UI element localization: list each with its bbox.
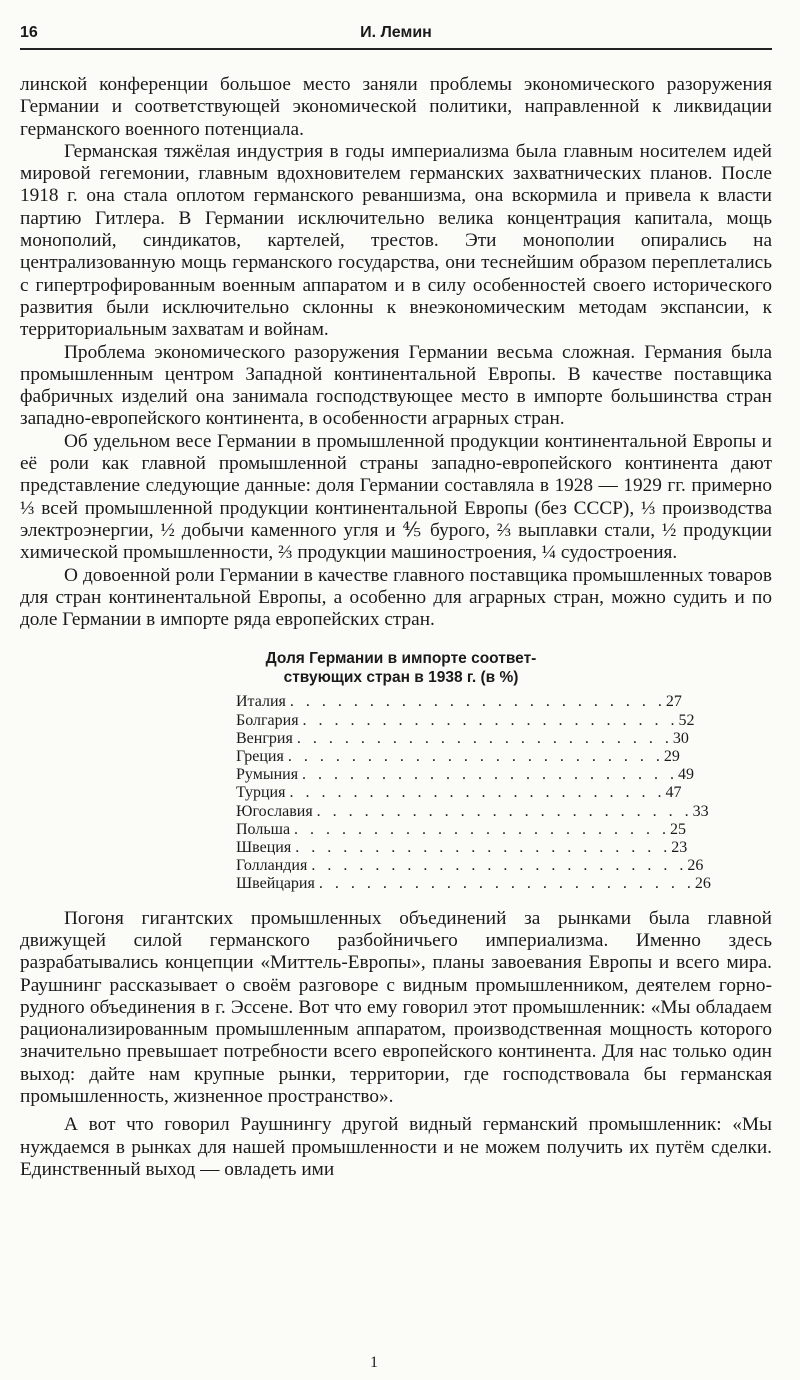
paragraph-continued: линской конференции большое место заняли проблемы экономического разоружения Германии и соответствующей экономической политики, направленной к ликвидации германского военного потенциала. — [20, 74, 772, 140]
footer-mark: 1 — [370, 1354, 378, 1371]
country-name: Греция — [236, 748, 284, 766]
country-name: Турция — [236, 784, 286, 802]
page-header — [20, 22, 772, 50]
running-title: И. Лемин — [360, 24, 432, 41]
dot-leader: . . . . . . . . . . . . . . . . . . . . . . . . — [287, 748, 664, 766]
paragraph-rauschning-quote: А вот что говорил Раушнингу другой видный германский промышленник: «Мы нуждаемся в рынках для нашей промышленности и не можем получить их путём сделки. Единственный выход — овладеть ими — [20, 1114, 772, 1180]
share-value: 33 — [692, 802, 709, 820]
share-value: 25 — [670, 820, 687, 838]
country-name: Венгрия — [236, 729, 293, 747]
table-row — [236, 711, 695, 730]
country-name: Голландия — [236, 857, 308, 875]
dot-leader: . . . . . . . . . . . . . . . . . . . . . . . . — [302, 766, 679, 784]
country-name: Болгария — [236, 711, 299, 729]
page-number: 16 — [20, 24, 38, 41]
table-row — [236, 748, 680, 766]
country-name: Польша — [236, 820, 291, 838]
table-caption-text: Доля Германии в импорте соответ- ствующих стран в 1938 г. (в %) — [265, 650, 537, 687]
country-name: Румыния — [236, 766, 299, 784]
share-value: 26 — [694, 875, 711, 893]
paragraph-economic-disarmament: Проблема экономического разоружения Германии весьма сложная. Германия была промышленным центром Западной континентальной Европы. В качестве поставщика фабричных изделий она занимала господствующее место в импорте большинства стран западно-европейского континента, в особенности аграрных стран. — [20, 341, 772, 430]
dot-leader: . . . . . . . . . . . . . . . . . . . . . . . . — [318, 875, 695, 893]
share-value: 30 — [672, 729, 689, 747]
dot-leader: . . . . . . . . . . . . . . . . . . . . . . . . — [316, 802, 693, 820]
share-value: 27 — [665, 693, 682, 711]
dot-leader: . . . . . . . . . . . . . . . . . . . . . . . . — [289, 693, 666, 711]
table-row — [236, 729, 689, 748]
dot-leader: . . . . . . . . . . . . . . . . . . . . . . . . — [296, 729, 673, 747]
paragraph-heavy-industry: Германская тяжёлая индустрия в годы империализма была главным носителем идей мировой гегемонии, главным вдохновителем германских захватнических планов. После 1918 г. она стала оплотом германского реваншизма, она вскормила и привела к власти партию Гитлера. В Германии исключительно велика концентрация капитала, мощь монополий, синдикатов, картелей, трестов. Эти монополии опирались на централизованную мощь германского государства, они теснейшим образом переплетались с гипертрофированным военным аппаратом и в силу особенностей своего исторического развития были исключительно склонны к внеэкономическим методам экспансии, к территориальным захватам и войнам. — [20, 140, 772, 341]
country-name: Швейцария — [236, 875, 315, 893]
dot-leader: . . . . . . . . . . . . . . . . . . . . . . . . — [311, 857, 688, 875]
country-name: Швеция — [236, 839, 292, 857]
page-body — [20, 74, 772, 1181]
share-value: 26 — [687, 857, 704, 875]
table-row — [236, 693, 682, 711]
table-row — [236, 784, 682, 802]
table-row — [236, 766, 695, 784]
paragraph-market-chase: Погоня гигантских промышленных объединений за рынками была главной движущей силой германского разбойничьего империализма. Именно здесь разрабатывались концепции «Миттель-Европы», планы завоевания Европы и всего мира. Раушнинг рассказывает о своём разговоре с видным промышленником, деятелем горно-рудного объединения в г. Эссене. Вот что ему говорил этот промышленник: «Мы обладаем рационализированным промышленным аппаратом, производственная мощность которого значительно превышает потребности всего европейского континента. Для нас только один выход: дайте нам крупные рынки, территории, где господствовала бы германская промышленность, жизненное пространство». — [20, 907, 772, 1108]
table-row — [236, 820, 687, 839]
dot-leader: . . . . . . . . . . . . . . . . . . . . . . . . — [294, 820, 671, 838]
share-value: 29 — [663, 748, 680, 766]
share-value: 47 — [665, 784, 682, 802]
table-row — [236, 875, 711, 893]
dot-leader: . . . . . . . . . . . . . . . . . . . . . . . . — [302, 711, 679, 729]
table-caption — [236, 649, 566, 687]
dot-leader: . . . . . . . . . . . . . . . . . . . . . . . . — [295, 839, 672, 857]
share-value: 23 — [671, 839, 688, 857]
paragraph-industrial-share: Об удельном весе Германии в промышленной продукции континентальной Европы и её роли как главной промышленной страны западно-европейского континента дают представление следующие данные: доля Германии составляла в 1928 — 1929 гг. примерно ⅓ всей промышленной продукции континентальной Европы (без СССР), ⅓ производства электроэнергии, ½ добычи каменного угля и ⅘ бурого, ⅔ выплавки стали, ½ продукции химической промышленности, ⅔ продукции машиностроения, ¼ судостроения. — [20, 430, 772, 564]
country-name: Италия — [236, 693, 286, 711]
country-name: Югославия — [236, 802, 313, 820]
share-value: 52 — [678, 711, 695, 729]
table-row — [236, 839, 688, 857]
import-share-table — [20, 649, 772, 893]
paragraph-prewar-role: О довоенной роли Германии в качестве главного поставщика промышленных товаров для стран континентальной Европы, а особенно для аграрных стран, можно судить и по доле Германии в импорте ряда европейских стран. — [20, 564, 772, 631]
share-value: 49 — [678, 766, 695, 784]
dot-leader: . . . . . . . . . . . . . . . . . . . . . . . . — [289, 784, 666, 802]
table-row — [236, 857, 704, 875]
table-row — [236, 802, 709, 821]
